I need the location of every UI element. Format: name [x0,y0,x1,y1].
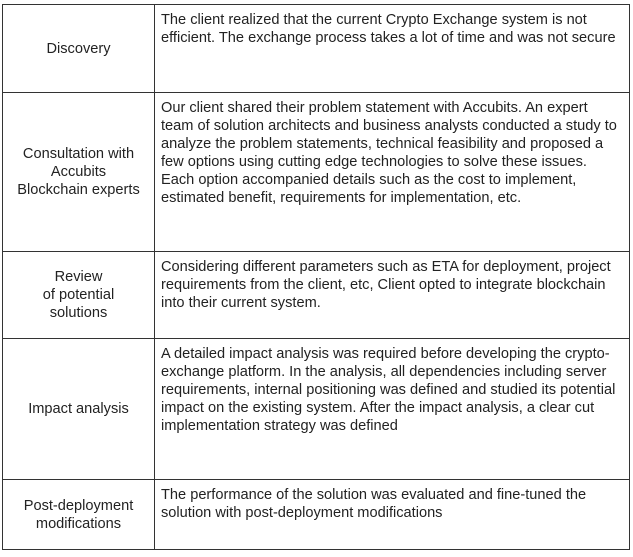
table-row [3,480,630,550]
phase-label-discovery: Discovery [46,40,111,57]
description-cell: The client realized that the current Crypto Exchange system is not efficient. The exchange process takes a lot of time and was not secure [155,5,630,93]
phase-cell [3,252,155,339]
description-cell: A detailed impact analysis was required before developing the crypto-exchange platform. In the analysis, all dependencies including server requirements, internal positioning was defined and studied its potential impact on the existing system. After the impact analysis, a clear cut implementation strategy was defined [155,339,630,480]
table-row [3,339,630,480]
phase-cell [3,5,155,93]
phase-label-impact-analysis: Impact analysis [28,401,129,417]
project-phases-table [2,4,630,550]
phase-label-review: Review of potential solutions [42,269,115,321]
phase-label-post-deployment: Post-deployment modifications [23,497,134,532]
description-cell: The performance of the solution was evaluated and fine-tuned the solution with post-deployment modifications [155,480,630,550]
phase-cell [3,339,155,480]
phase-cell [3,480,155,550]
phase-cell [3,93,155,252]
table-row [3,5,630,93]
description-cell: Considering different parameters such as ETA for deployment, project requirements from the client, etc, Client opted to integrate blockchain into their current system. [155,252,630,339]
table-row [3,93,630,252]
description-cell: Our client shared their problem statement with Accubits. An expert team of solution architects and business analysts conducted a study to analyze the problem statements, technical feasibility and proposed a few options using cutting edge technologies to solve these issues. Each option accompanied details such as the cost to implement, estimated benefit, requirements for implementation, etc. [155,93,630,252]
table-row [3,252,630,339]
phase-label-consultation: Consultation with Accubits Blockchain experts [17,146,140,198]
